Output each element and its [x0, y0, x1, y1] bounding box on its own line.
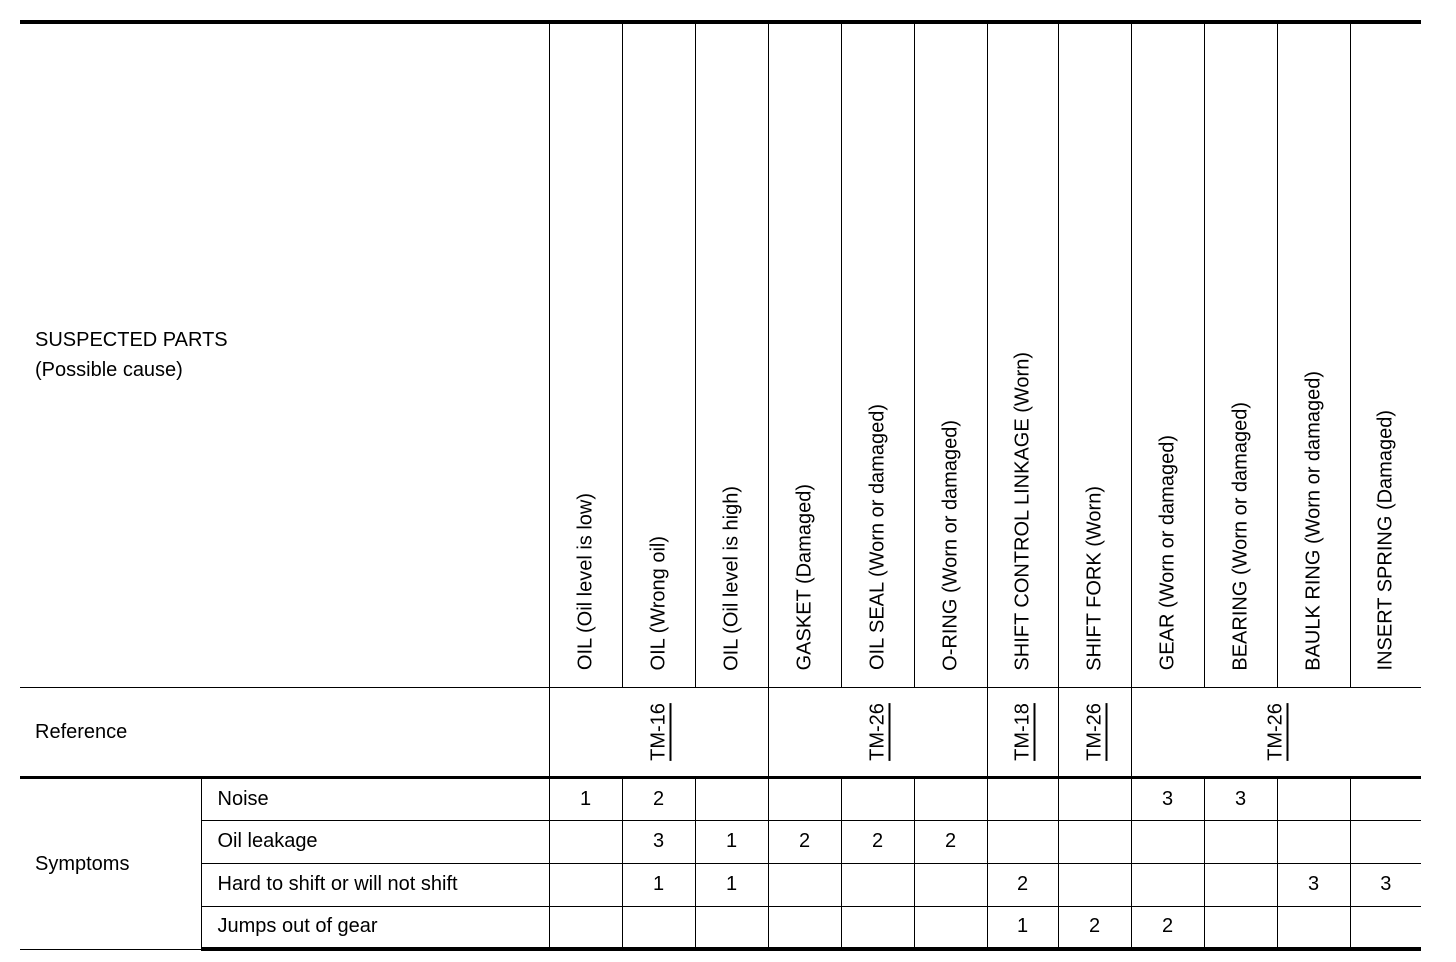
priority-cell — [1131, 863, 1204, 906]
priority-cell: 3 — [622, 820, 695, 863]
part-header-shift-control-linkage-worn — [987, 22, 1058, 687]
part-header-oil-oil-level-is-high — [695, 22, 768, 687]
symptom-name: Jumps out of gear — [201, 906, 549, 949]
part-label: BAULK RING (Worn or damaged) — [1302, 370, 1325, 671]
suspected-parts-title: SUSPECTED PARTS — [35, 329, 228, 352]
symptom-table — [20, 20, 1421, 951]
table-row — [20, 777, 1421, 820]
symptom-name: Noise — [201, 777, 549, 820]
priority-cell — [987, 820, 1058, 863]
priority-cell: 2 — [987, 863, 1058, 906]
troubleshooting-chart — [20, 20, 1421, 950]
reference-group — [1058, 687, 1131, 777]
part-label: OIL (Oil level is high) — [720, 485, 743, 671]
priority-cell — [1350, 820, 1421, 863]
priority-cell — [914, 863, 987, 906]
reference-group — [1131, 687, 1421, 777]
priority-cell — [841, 777, 914, 820]
priority-cell — [1058, 863, 1131, 906]
priority-cell — [695, 906, 768, 949]
reference-row — [20, 687, 1421, 777]
priority-cell: 2 — [1131, 906, 1204, 949]
symptom-name: Oil leakage — [201, 820, 549, 863]
part-header-oil-seal-worn-or-damaged — [841, 22, 914, 687]
symptom-name: Hard to shift or will not shift — [201, 863, 549, 906]
reference-link[interactable]: TM-26 — [866, 702, 889, 761]
part-header-gear-worn-or-damaged — [1131, 22, 1204, 687]
part-label: BEARING (Worn or damaged) — [1229, 401, 1252, 671]
part-header-oil-wrong-oil — [622, 22, 695, 687]
priority-cell: 3 — [1277, 863, 1350, 906]
priority-cell — [549, 906, 622, 949]
reference-label: Reference — [20, 687, 549, 777]
part-label: O-RING (Worn or damaged) — [939, 419, 962, 671]
table-row — [20, 863, 1421, 906]
priority-cell — [1277, 777, 1350, 820]
priority-cell: 3 — [1350, 863, 1421, 906]
priority-cell: 1 — [622, 863, 695, 906]
part-header-gasket-damaged — [768, 22, 841, 687]
priority-cell: 1 — [695, 863, 768, 906]
priority-cell — [1131, 820, 1204, 863]
part-label: GASKET (Damaged) — [793, 484, 816, 671]
priority-cell — [841, 906, 914, 949]
priority-cell — [768, 777, 841, 820]
priority-cell — [1277, 820, 1350, 863]
priority-cell — [1058, 777, 1131, 820]
part-label: OIL (Oil level is low) — [574, 493, 597, 671]
suspected-parts-subtitle: (Possible cause) — [35, 359, 183, 382]
priority-cell: 2 — [622, 777, 695, 820]
part-label: SHIFT FORK (Worn) — [1083, 485, 1106, 671]
priority-cell — [841, 863, 914, 906]
priority-cell — [1350, 906, 1421, 949]
priority-cell: 2 — [768, 820, 841, 863]
priority-cell: 2 — [841, 820, 914, 863]
reference-link[interactable]: TM-16 — [647, 702, 670, 761]
part-header-insert-spring-damaged — [1350, 22, 1421, 687]
part-header-o-ring-worn-or-damaged — [914, 22, 987, 687]
symptoms-label: Symptoms — [20, 777, 201, 949]
reference-link[interactable]: TM-26 — [1264, 702, 1287, 761]
priority-cell — [1058, 820, 1131, 863]
priority-cell — [549, 863, 622, 906]
table-row — [20, 906, 1421, 949]
priority-cell — [768, 906, 841, 949]
priority-cell: 3 — [1131, 777, 1204, 820]
part-header-baulk-ring-worn-or-damaged — [1277, 22, 1350, 687]
priority-cell — [1204, 906, 1277, 949]
reference-group — [549, 687, 768, 777]
priority-cell: 2 — [1058, 906, 1131, 949]
priority-cell: 1 — [549, 777, 622, 820]
priority-cell — [987, 777, 1058, 820]
priority-cell — [1204, 863, 1277, 906]
part-label: GEAR (Worn or damaged) — [1156, 435, 1179, 671]
priority-cell: 1 — [695, 820, 768, 863]
part-label: OIL (Wrong oil) — [647, 536, 670, 671]
priority-cell: 1 — [987, 906, 1058, 949]
priority-cell — [914, 777, 987, 820]
priority-cell — [1204, 820, 1277, 863]
priority-cell: 3 — [1204, 777, 1277, 820]
priority-cell — [695, 777, 768, 820]
part-label: INSERT SPRING (Damaged) — [1374, 410, 1397, 671]
part-label: SHIFT CONTROL LINKAGE (Worn) — [1011, 351, 1034, 671]
part-header-oil-oil-level-is-low — [549, 22, 622, 687]
priority-cell — [622, 906, 695, 949]
priority-cell: 2 — [914, 820, 987, 863]
reference-group — [987, 687, 1058, 777]
priority-cell — [1277, 906, 1350, 949]
reference-link[interactable]: TM-26 — [1083, 702, 1106, 761]
reference-link[interactable]: TM-18 — [1011, 702, 1034, 761]
header-row — [20, 22, 1421, 687]
priority-cell — [768, 863, 841, 906]
suspected-parts-header — [20, 22, 549, 687]
priority-cell — [914, 906, 987, 949]
part-header-shift-fork-worn — [1058, 22, 1131, 687]
part-label: OIL SEAL (Worn or damaged) — [866, 404, 889, 671]
table-body — [20, 22, 1421, 949]
reference-group — [768, 687, 987, 777]
priority-cell — [549, 820, 622, 863]
table-row — [20, 820, 1421, 863]
priority-cell — [1350, 777, 1421, 820]
part-header-bearing-worn-or-damaged — [1204, 22, 1277, 687]
